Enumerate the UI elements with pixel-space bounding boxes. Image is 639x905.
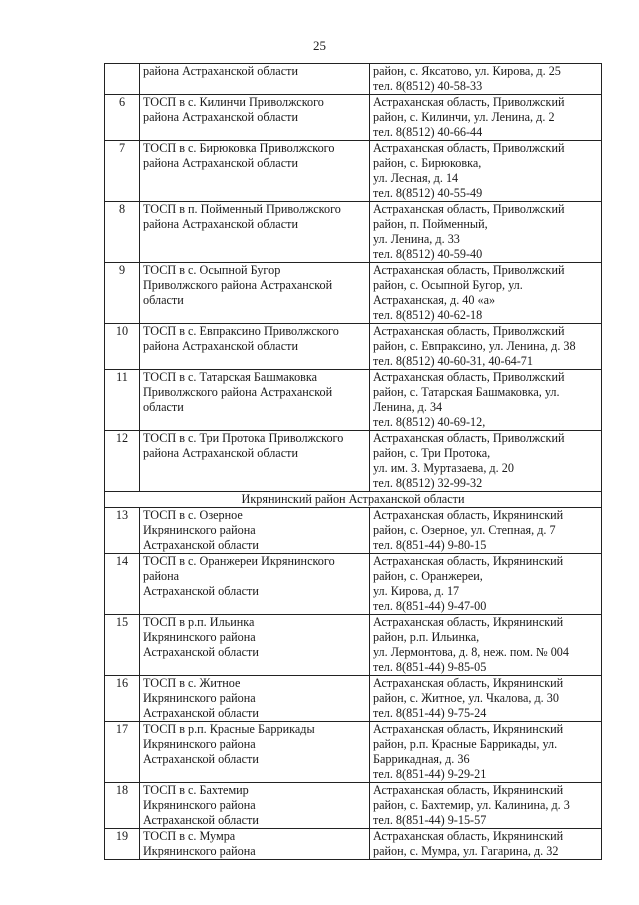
office-name-line: района Астраханской области [143, 217, 298, 231]
row-number: 16 [105, 676, 140, 722]
office-name-cell [140, 431, 370, 492]
table-row [105, 95, 602, 141]
table-row [105, 722, 602, 783]
office-name-line: ТОСП в с. Житное [143, 676, 241, 690]
office-name-line: района Астраханской области [143, 446, 298, 460]
table-row [105, 141, 602, 202]
office-name-line: района Астраханской области [143, 110, 298, 124]
address-line: Астраханская область, Икрянинский [373, 783, 564, 797]
address-line: Астраханская область, Икрянинский [373, 722, 564, 736]
row-number: 18 [105, 783, 140, 829]
office-name-line: ТОСП в с. Три Протока Приволжского [143, 431, 344, 445]
address-line: район, р.п. Ильинка, [373, 630, 480, 644]
office-name-line: ТОСП в с. Озерное [143, 508, 243, 522]
address-line: район, с. Оранжереи, [373, 569, 483, 583]
address-line: Астраханская область, Приволжский [373, 95, 565, 109]
office-name-line: ТОСП в с. Осыпной Бугор [143, 263, 281, 277]
address-line: район, с. Осыпной Бугор, ул. [373, 278, 523, 292]
office-name-cell [140, 615, 370, 676]
office-name-line: района Астраханской области [143, 64, 298, 78]
table-body [105, 64, 602, 860]
table-row [105, 202, 602, 263]
office-name-cell [140, 95, 370, 141]
office-name-line: Астраханской области [143, 813, 259, 827]
address-line: тел. 8(8512) 40-55-49 [373, 186, 483, 200]
office-address-cell [370, 431, 602, 492]
office-address-cell [370, 829, 602, 860]
office-name-line: Астраханской области [143, 538, 259, 552]
address-line: тел. 8(8512) 32-99-32 [373, 476, 483, 490]
office-name-line: ТОСП в с. Оранжереи Икрянинского [143, 554, 335, 568]
row-number: 9 [105, 263, 140, 324]
office-name-line: ТОСП в с. Бахтемир [143, 783, 249, 797]
address-line: тел. 8(851-44) 9-47-00 [373, 599, 487, 613]
row-number: 13 [105, 508, 140, 554]
office-address-cell [370, 615, 602, 676]
address-line: тел. 8(851-44) 9-80-15 [373, 538, 487, 552]
office-name-cell [140, 783, 370, 829]
address-line: район, с. Яксатово, ул. Кирова, д. 25 [373, 64, 561, 78]
office-name-line: ТОСП в с. Татарская Башмаковка [143, 370, 318, 384]
office-name-line: Икрянинского района [143, 691, 256, 705]
row-number: 11 [105, 370, 140, 431]
office-name-line: Приволжского района Астраханской [143, 385, 333, 399]
table-row [105, 783, 602, 829]
office-name-line: Икрянинского района [143, 798, 256, 812]
office-address-cell [370, 676, 602, 722]
address-line: ул. Лесная, д. 14 [373, 171, 459, 185]
table-row [105, 829, 602, 860]
office-name-line: Икрянинского района [143, 523, 256, 537]
address-line: район, п. Пойменный, [373, 217, 488, 231]
row-number: 8 [105, 202, 140, 263]
office-name-cell [140, 554, 370, 615]
address-line: тел. 8(851-44) 9-15-57 [373, 813, 487, 827]
office-name-line: ТОСП в с. Килинчи Приволжского [143, 95, 324, 109]
address-line: район, с. Озерное, ул. Степная, д. 7 [373, 523, 556, 537]
address-line: ул. Лермонтова, д. 8, неж. пом. № 004 [373, 645, 569, 659]
address-line: район, с. Бирюковка, [373, 156, 482, 170]
address-line: район, с. Житное, ул. Чкалова, д. 30 [373, 691, 559, 705]
office-name-line: ТОСП в р.п. Красные Баррикады [143, 722, 315, 736]
address-line: район, с. Три Протока, [373, 446, 491, 460]
office-address-cell [370, 554, 602, 615]
address-line: Баррикадная, д. 36 [373, 752, 470, 766]
row-number: 12 [105, 431, 140, 492]
office-name-line: Икрянинского района [143, 844, 256, 858]
office-name-cell [140, 64, 370, 95]
office-address-cell [370, 95, 602, 141]
address-line: тел. 8(851-44) 9-75-24 [373, 706, 487, 720]
address-line: Астраханская область, Икрянинский [373, 676, 564, 690]
office-address-cell [370, 370, 602, 431]
address-line: тел. 8(8512) 40-62-18 [373, 308, 483, 322]
office-name-line: Икрянинского района [143, 630, 256, 644]
office-address-cell [370, 141, 602, 202]
row-number: 6 [105, 95, 140, 141]
address-line: Астраханская область, Приволжский [373, 431, 565, 445]
office-name-cell [140, 263, 370, 324]
office-name-cell [140, 202, 370, 263]
table-row [105, 370, 602, 431]
office-address-cell [370, 508, 602, 554]
row-number: 7 [105, 141, 140, 202]
row-number: 14 [105, 554, 140, 615]
office-name-line: Астраханской области [143, 752, 259, 766]
address-line: Астраханская область, Икрянинский [373, 554, 564, 568]
table-row [105, 263, 602, 324]
office-name-cell [140, 508, 370, 554]
office-name-line: Приволжского района Астраханской [143, 278, 333, 292]
address-line: район, р.п. Красные Баррикады, ул. [373, 737, 558, 751]
office-name-cell [140, 722, 370, 783]
office-name-line: ТОСП в р.п. Ильинка [143, 615, 255, 629]
address-line: Астраханская область, Приволжский [373, 141, 565, 155]
table-row [105, 676, 602, 722]
table-row [105, 324, 602, 370]
table-row [105, 615, 602, 676]
table-row [105, 64, 602, 95]
address-line: Астраханская область, Приволжский [373, 370, 565, 384]
address-line: Астраханская, д. 40 «а» [373, 293, 496, 307]
row-number: 19 [105, 829, 140, 860]
address-line: Астраханская область, Икрянинский [373, 615, 564, 629]
address-line: район, с. Евпраксино, ул. Ленина, д. 38 [373, 339, 576, 353]
row-number: 10 [105, 324, 140, 370]
office-name-cell [140, 676, 370, 722]
office-name-line: района [143, 569, 180, 583]
office-name-line: Астраханской области [143, 706, 259, 720]
office-name-line: области [143, 293, 184, 307]
address-line: ул. Кирова, д. 17 [373, 584, 460, 598]
row-number: 15 [105, 615, 140, 676]
address-line: ул. им. З. Муртазаева, д. 20 [373, 461, 514, 475]
table-row [105, 508, 602, 554]
address-line: тел. 8(851-44) 9-85-05 [373, 660, 487, 674]
address-line: тел. 8(8512) 40-58-33 [373, 79, 483, 93]
address-line: тел. 8(851-44) 9-29-21 [373, 767, 487, 781]
address-line: Астраханская область, Приволжский [373, 324, 565, 338]
office-address-cell [370, 324, 602, 370]
address-line: Астраханская область, Приволжский [373, 202, 565, 216]
address-line: Астраханская область, Икрянинский [373, 508, 564, 522]
office-name-line: Икрянинского района [143, 737, 256, 751]
row-number: 17 [105, 722, 140, 783]
office-address-cell [370, 722, 602, 783]
office-name-cell [140, 829, 370, 860]
address-line: ул. Ленина, д. 33 [373, 232, 460, 246]
address-line: тел. 8(8512) 40-69-12, [373, 415, 486, 429]
address-line: район, с. Мумра, ул. Гагарина, д. 32 [373, 844, 559, 858]
address-line: Астраханская область, Приволжский [373, 263, 565, 277]
office-name-line: Астраханской области [143, 584, 259, 598]
office-address-cell [370, 263, 602, 324]
office-name-line: ТОСП в с. Мумра [143, 829, 236, 843]
office-address-cell [370, 202, 602, 263]
office-name-line: ТОСП в с. Бирюковка Приволжского [143, 141, 335, 155]
office-address-table [104, 63, 602, 860]
office-name-line: Астраханской области [143, 645, 259, 659]
office-name-line: района Астраханской области [143, 339, 298, 353]
address-line: район, с. Килинчи, ул. Ленина, д. 2 [373, 110, 555, 124]
table-row [105, 431, 602, 492]
address-line: тел. 8(8512) 40-60-31, 40-64-71 [373, 354, 533, 368]
table-row [105, 554, 602, 615]
section-header-row [105, 492, 602, 508]
office-name-cell [140, 370, 370, 431]
address-line: тел. 8(8512) 40-66-44 [373, 125, 483, 139]
page-number: 25 [313, 38, 326, 53]
address-line: Ленина, д. 34 [373, 400, 443, 414]
office-name-line: ТОСП в п. Пойменный Приволжского [143, 202, 341, 216]
address-line: Астраханская область, Икрянинский [373, 829, 564, 843]
office-name-line: района Астраханской области [143, 156, 298, 170]
office-address-cell [370, 783, 602, 829]
office-address-cell [370, 64, 602, 95]
office-name-cell [140, 141, 370, 202]
office-name-cell [140, 324, 370, 370]
district-heading: Икрянинский район Астраханской области [105, 492, 602, 508]
row-number [105, 64, 140, 95]
office-name-line: ТОСП в с. Евпраксино Приволжского [143, 324, 339, 338]
address-line: район, с. Бахтемир, ул. Калинина, д. 3 [373, 798, 570, 812]
address-line: район, с. Татарская Башмаковка, ул. [373, 385, 560, 399]
address-line: тел. 8(8512) 40-59-40 [373, 247, 483, 261]
office-name-line: области [143, 400, 184, 414]
